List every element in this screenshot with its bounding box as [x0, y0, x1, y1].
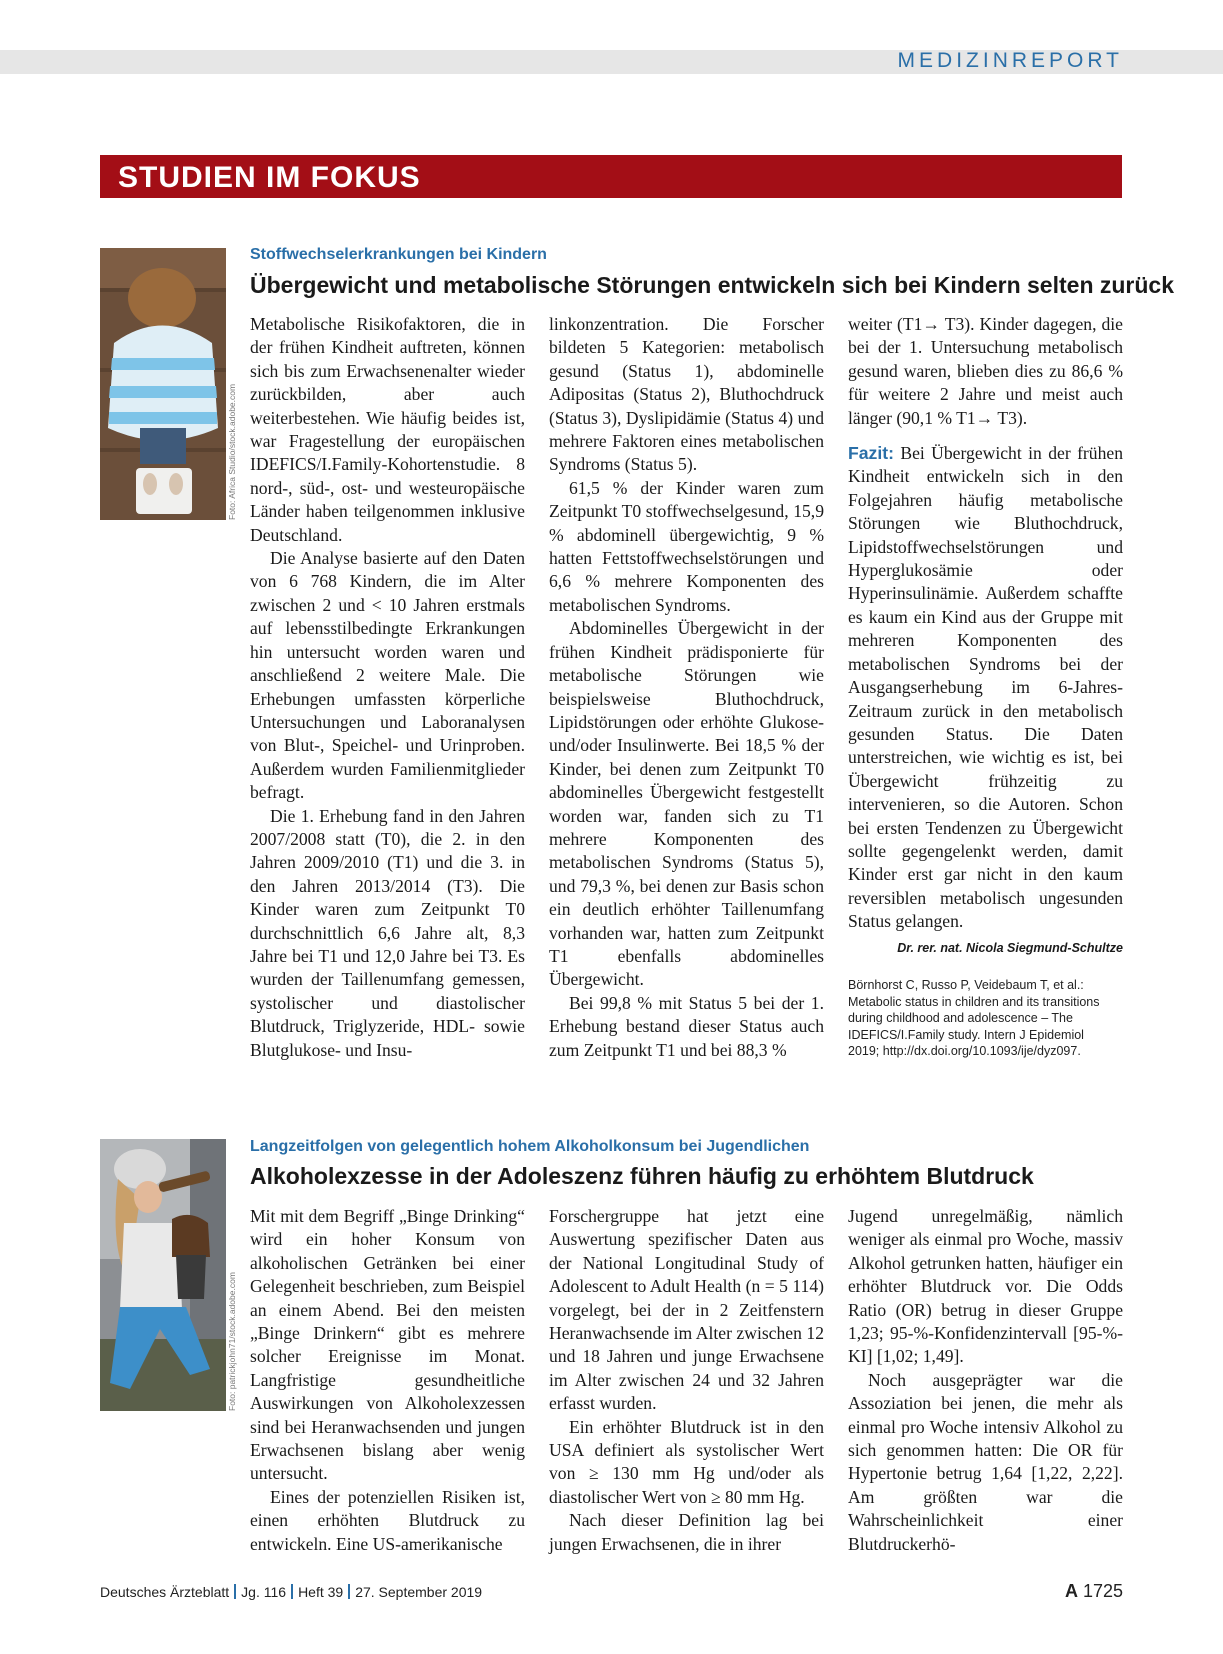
article1-column-3 — [848, 313, 1123, 960]
footer-separator — [234, 1584, 236, 1599]
author: Dr. rer. nat. Nicola Siegmund-Schultze — [897, 940, 1123, 955]
article2-column-1 — [250, 1205, 525, 1556]
issue: Heft 39 — [298, 1584, 344, 1600]
footer-separator — [348, 1584, 350, 1599]
paragraph: Mit mit dem Begriff „Binge Drinking“ wird ein hoher Konsum von alkoholischen Getränken bei einer Gelegenheit beschrieben, zum Beispiel an einem Abend. Bei den meisten „Binge Drinkern“ gibt es mehrere solcher Ereignisse im Monat. Langfristige gesundheitliche Auswirkungen von Alkoholexzessen sind bei Heranwachsenden und jungen Erwachsenen bislang aber wenig untersucht. — [250, 1206, 525, 1484]
article2-headline: Alkoholexzesse in der Adoleszenz führen häufig zu erhöhtem Blutdruck — [250, 1163, 1034, 1189]
article2-column-3 — [848, 1205, 1123, 1556]
page-number — [1065, 1581, 1123, 1602]
paragraph: linkonzentration. Die Forscher bildeten 5 Kategorien: metabolisch gesund (Status 1), abdominelle Adipositas (Status 2), Bluthochdruck (Status 3), Dyslipidämie (Status 4) und mehrere Faktoren eines metabolischen Syndroms (Status 5). — [549, 314, 824, 475]
paragraph: Abdominelles Übergewicht in der frühen Kindheit prädisponierte für metabolische Störungen wie beispielsweise Bluthochdruck, Lipidstörungen oder erhöhte Glukose- und/oder Insulinwerte. Bei 18,5 % der Kinder, bei denen zum Zeitpunkt T0 abdominelles Übergewicht festgestellt worden war, fanden sich zu T1 mehrere Komponenten des metabolischen Syndroms (Status 5), und 79,3 %, bei denen zur Basis schon ein deutlich erhöhter Taillenumfang vorhanden war, hatten zum Zeitpunkt T1 ebenfalls abdominelles Übergewicht. — [549, 618, 824, 990]
fazit-paragraph — [848, 442, 1123, 955]
article1-kicker: Stoffwechselerkrankungen bei Kindern — [250, 246, 547, 263]
article1-photo-credit: Foto: Africa Studio/stock.adobe.com — [227, 383, 237, 520]
article1-column-1 — [250, 313, 525, 1062]
section-label: MEDIZINREPORT — [897, 49, 1123, 72]
fazit-text: Bei Übergewicht in der frühen Kindheit entwickeln sich in den Folgejahren häufig metabolische Störungen wie Bluthochdruck, Lipidstoffwechselstörungen und Hyperglukosämie oder Hyperinsulinämie. Außerdem schaffte es kaum ein Kind aus der Gruppe mit mehreren Komponenten des metabolischen Syndroms bei der Ausgangserhebung im 6-Jahres-Zeitraum zurück in den metabolisch gesunden Status. Die Daten unterstreichen, wie wichtig es ist, bei Übergewicht frühzeitig zu intervenieren, so die Autoren. Schon bei ersten Tendenzen zu Übergewicht sollte gegengelenkt werden, damit Kinder erst gar nicht in den kaum reversiblen metabolisch ungesunden Status gelangen. — [848, 443, 1123, 932]
paragraph: Forschergruppe hat jetzt eine Auswertung spezifischer Daten aus der National Longitudinal Study of Adolescent to Adult Health (n = 5 114) vorgelegt, bei der in 2 Zeitfenstern Heranwachsende im Alter zwischen 12 und 18 Jahren und junge Erwachsene im Alter zwischen 24 und 32 Jahren erfasst wurden. — [549, 1206, 824, 1414]
article2-photo — [100, 1139, 226, 1411]
paragraph: Metabolische Risikofaktoren, die in der frühen Kindheit auftreten, können sich bis zum Erwachsenenalter wieder zurückbilden, aber auch weiterbestehen. Wie häufig beides ist, war Fragestellung der europäischen IDEFICS/I.Family-Kohortenstudie. 8 nord-, süd-, ost- und westeuropäische Länder haben teilgenommen inklusive Deutschland. — [250, 314, 525, 545]
paragraph: Nach dieser Definition lag bei jungen Erwachsenen, die in ihrer — [549, 1510, 824, 1554]
paragraph: Noch ausgeprägter war die Assoziation bei jenen, die mehr als einmal pro Woche intensiv Alkohol zu sich genommen hatten: Die OR für Hypertonie betrug 1,64 [1,22, 2,22]. Am größten war die Wahrscheinlichkeit einer Blutdruckerhö- — [848, 1369, 1123, 1554]
page-number-value: 1725 — [1082, 1581, 1123, 1601]
paragraph: Ein erhöhter Blutdruck ist in den USA definiert als systolischer Wert von ≥ 130 mm Hg und/oder als diastolischer Wert von ≥ 80 mm Hg. — [549, 1416, 824, 1507]
page-prefix: A — [1064, 1581, 1078, 1601]
article1-column-2 — [549, 313, 824, 1062]
paragraph: weiter (T1→ T3). Kinder dagegen, die bei der 1. Untersuchung metabolisch gesund waren, blieben dies zu 86,6 % für weitere 2 Jahre und meist auch länger (90,1 % T1→ T3). — [848, 314, 1123, 428]
volume: Jg. 116 — [241, 1584, 287, 1600]
article2-photo-credit: Foto: patrickjohn71/stock.adobe.com — [227, 1272, 237, 1411]
paragraph: Die Analyse basierte auf den Daten von 6 768 Kindern, die im Alter zwischen 2 und < 10 Jahren erstmals auf lebensstilbedingte Erkrankungen hin untersucht worden waren und anschließend 2 weitere Male. Die Erhebungen umfassten körperliche Untersuchungen und Laboranalysen von Blut-, Speichel- und Urinproben. Außerdem wurden Familienmitglieder befragt. — [250, 548, 525, 803]
paragraph: Die 1. Erhebung fand in den Jahren 2007/2008 statt (T0), die 2. in den Jahren 2009/2010 (T1) und die 3. in den Jahren 2013/2014 (T3). Die Kinder waren zum Zeitpunkt T0 durchschnittlich 6,6 Jahre alt, 8,3 Jahre bei T1 und 12,0 Jahre bei T3. Es wurden der Taillenumfang gemessen, systolischer und diastolischer Blutdruck, Triglyzeride, HDL- sowie Blutglukose- und Insu- — [250, 805, 525, 1060]
fazit-label: Fazit: — [848, 443, 894, 464]
page-footer — [100, 1584, 482, 1600]
article2-column-2 — [549, 1205, 824, 1556]
paragraph: Bei 99,8 % mit Status 5 bei der 1. Erhebung bestand dieser Status auch zum Zeitpunkt T1 und bei 88,3 % — [549, 992, 824, 1060]
article1-reference: Börnhorst C, Russo P, Veidebaum T, et al.: Metabolic status in children and its transitions during childhood and adolescence – The IDEFICS/I.Family study. Intern J Epidemiol 2019; http://dx.doi.org/10.1093/ije/dyz097. — [848, 978, 1100, 1058]
article1-photo — [100, 248, 226, 520]
section-banner — [100, 155, 1122, 198]
banner-title: STUDIEN IM FOKUS — [118, 161, 421, 194]
article2-kicker: Langzeitfolgen von gelegentlich hohem Alkoholkonsum bei Jugendlichen — [250, 1138, 810, 1155]
footer-separator — [291, 1584, 293, 1599]
paragraph: 61,5 % der Kinder waren zum Zeitpunkt T0 stoffwechselgesund, 15,9 % abdominell übergewichtig, 9 % hatten Fettstoffwechselstörungen und 6,6 % mehrere Komponenten des metabolischen Syndroms. — [549, 477, 824, 615]
journal-name: Deutsches Ärzteblatt — [100, 1584, 230, 1600]
issue-date: 27. September 2019 — [355, 1584, 483, 1600]
article1-headline: Übergewicht und metabolische Störungen entwickeln sich bei Kindern selten zurück — [250, 272, 1175, 298]
paragraph: Eines der potenziellen Risiken ist, einen erhöhten Blutdruck zu entwickeln. Eine US-amerikanische — [250, 1486, 525, 1554]
paragraph: Jugend unregelmäßig, nämlich weniger als einmal pro Woche, massiv Alkohol getrunken hatten, häufiger ein erhöhter Blutdruck vor. Die Odds Ratio (OR) betrug in dieser Gruppe 1,23; 95-%-Konfidenzintervall [95-%-KI] [1,02; 1,49]. — [848, 1206, 1123, 1367]
